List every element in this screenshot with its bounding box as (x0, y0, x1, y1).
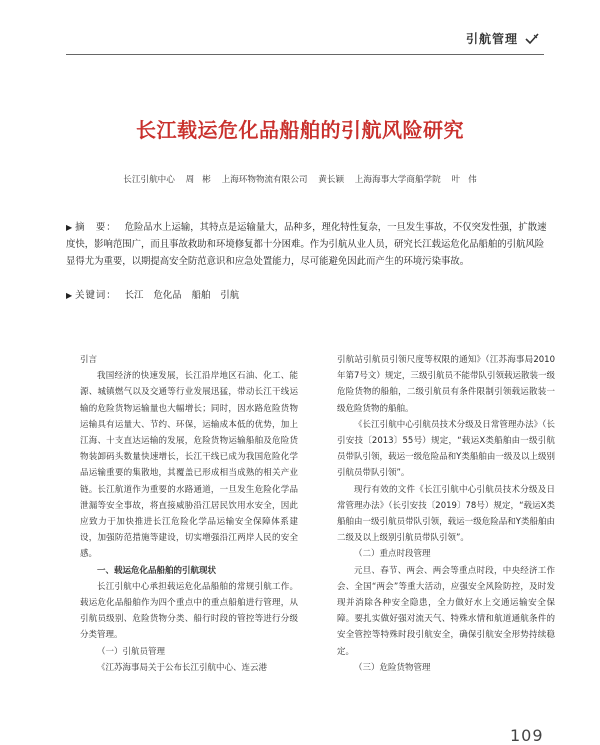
author-affiliation: 长江引航中心 (123, 175, 175, 185)
header-section-label (466, 30, 558, 48)
body-column-right (337, 352, 555, 676)
pen-check-icon (525, 33, 539, 48)
section-heading: 一、载运危化品船舶的引航现状 (97, 565, 217, 576)
author-name: 叶 (451, 175, 461, 185)
body-paragraph: 元旦、春节、两会、两会等重点时段，中央经济工作会、全国“两会”等重大活动，应强安全风险防控，及时发现并消除各种安全隐患，全力做好水上交通运输安全保障。要扎实做好强对流天气、特殊水情和航道通航条件的安全管控等特殊时段引航安全，确保引航安全形势持续稳定。 (337, 565, 555, 657)
keyword: 长江 (124, 290, 144, 301)
abstract-label: 摘 要： (75, 222, 117, 233)
body-paragraph: 引航站引航员引领尺度等权限的通知》（江苏海事局2010年第7号文）规定，三级引航员不能带队引领载运散装一级危险货物的船舶，二级引航员有条件限制引领载运散装一级危险货物的船舶。 (337, 355, 555, 414)
author-name: 伟 (468, 175, 477, 185)
author-name: 彬 (202, 175, 211, 185)
body-column-left (80, 352, 298, 676)
section-paragraph: 长江引航中心承担载运危化品船舶的常规引航工作。载运危化品船舶作为四个重点中的重点船舶进行管理，从引航员级别、危险货物分类、船行时段的管控等进行分级分类管理。 (80, 581, 298, 641)
subsection-heading: （二）重点时段管理 (354, 549, 431, 560)
body-paragraph: 现行有效的文件《长江引航中心引航员技术分级及日常管理办法》（长引安技〔2019〕78号）规定，“载运X类船舶由一级引航员带队引领，载运一级危险品和Y类船舶由二级及以上级别引航员带队引领”。 (337, 484, 555, 544)
keyword: 船舶 (191, 290, 211, 301)
page-header (0, 0, 600, 60)
triangle-bullet-icon: ▶ (66, 291, 73, 300)
section-title: 引航管理 (466, 32, 519, 46)
author-affiliation: 上海环物物流有限公司 (221, 175, 308, 185)
section-paragraph: 《江苏海事局关于公布长江引航中心、连云港 (97, 662, 268, 673)
keywords-label: 关键词： (75, 290, 117, 301)
subsection-heading: （一）引航员管理 (97, 646, 166, 657)
author-name: 周 (185, 175, 195, 185)
article-title: 长江载运危化品船舶的引航风险研究 (136, 118, 464, 142)
author-affiliation: 上海海事大学商船学院 (354, 175, 441, 185)
subsection-heading: （三）危险货物管理 (354, 662, 431, 673)
page-number: 109 (510, 726, 544, 745)
abstract-text: 危险品水上运输，其特点是运输量大，品种多，理化特性复杂，一旦发生事故，不仅突发性强，扩散速度快，影响范围广，而且事故救助和环境修复都十分困难。作为引航从业人员，研究长江载运危化品船舶的引航风险显得尤为重要，以期提高安全防范意识和应急处置能力，尽可能避免因此而产生的环境污染事故。 (66, 222, 547, 267)
keyword: 危化品 (153, 290, 182, 301)
author-line (0, 173, 600, 185)
triangle-bullet-icon: ▶ (66, 223, 73, 232)
intro-heading: 引言 (80, 355, 98, 365)
abstract (66, 219, 550, 270)
keyword: 引航 (220, 290, 240, 301)
keywords (66, 287, 550, 304)
author-name: 黄长颖 (318, 175, 345, 185)
intro-paragraph: 我国经济的快速发展，长江沿岸地区石油、化工、能源、城镇燃气以及交通等行业发展迅猛，带动长江干线运输的危险货物运输量也大幅增长；同时，因水路危险货物运输具有运量大、节约、环保，运输成本低的优势，加上江海、十支直达运输的发展，危险货物运输船舶及危险货物装卸码头数量快速增长，长江干线已成为我国危险化学品运输重要的集散地，其覆盖已形成相当成熟的相关产业链。长江航道作为重要的水路通道，一旦发生危险化学品泄漏等安全事故，将直接威胁沿江居民饮用水安全，因此应致力于加快推进长江危险化学品运输安全保障体系建设，加强防范措施等建设，切实增强沿江两岸人民的安全感。 (80, 371, 298, 560)
header-rule (66, 54, 544, 55)
body-paragraph: 《长江引航中心引航员技术分级及日常管理办法》（长引安技〔2013〕55号）规定，“载运X类船舶由一级引航员带队引领，载运一级危险品和Y类船舶由一级及以上级别引航员带队引领”。 (337, 419, 555, 479)
